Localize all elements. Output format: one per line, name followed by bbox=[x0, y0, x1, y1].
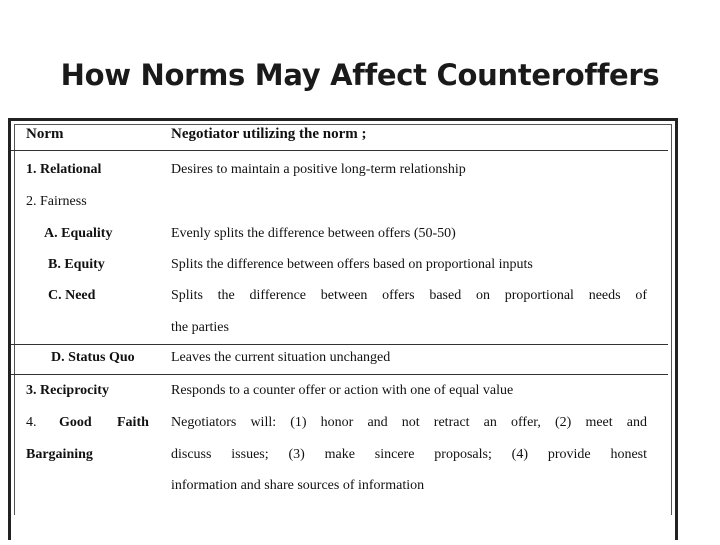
desc-equality: Evenly splits the difference between offers (50-50) bbox=[171, 226, 456, 241]
norm-reciprocity: 3. Reciprocity bbox=[26, 383, 109, 398]
norm-equality: A. Equality bbox=[44, 226, 113, 241]
desc-equity: Splits the difference between offers based on proportional inputs bbox=[171, 257, 533, 272]
norm-good-faith-word-faith: Faith bbox=[117, 415, 149, 430]
row-divider-2 bbox=[11, 374, 668, 375]
norm-good-faith-word-good: Good bbox=[59, 415, 92, 430]
desc-good-faith-line3: information and share sources of information bbox=[171, 478, 425, 493]
norm-relational: 1. Relational bbox=[26, 162, 102, 177]
desc-good-faith-line2: discuss issues; (3) make sincere proposals; (4) provide honest bbox=[171, 447, 647, 462]
desc-good-faith-line1: Negotiators will: (1) honor and not retract an offer, (2) meet and bbox=[171, 415, 647, 430]
desc-status-quo: Leaves the current situation unchanged bbox=[171, 350, 391, 365]
norm-good-faith-number: 4. bbox=[26, 415, 37, 430]
norms-table bbox=[8, 118, 678, 540]
norm-equity: B. Equity bbox=[48, 257, 105, 272]
header-divider bbox=[11, 150, 668, 151]
header-description: Negotiator utilizing the norm ; bbox=[171, 126, 367, 142]
desc-need-line2: the parties bbox=[171, 320, 229, 335]
desc-reciprocity: Responds to a counter offer or action with one of equal value bbox=[171, 383, 514, 398]
row-divider-1 bbox=[11, 344, 668, 345]
desc-relational: Desires to maintain a positive long-term relationship bbox=[171, 162, 466, 177]
slide-title: How Norms May Affect Counteroffers bbox=[60, 58, 660, 92]
header-norm: Norm bbox=[26, 126, 64, 142]
norm-good-faith-word-bargaining: Bargaining bbox=[26, 447, 93, 462]
desc-need-line1: Splits the difference between offers based on proportional needs of bbox=[171, 288, 647, 303]
norm-need: C. Need bbox=[48, 288, 96, 303]
norm-fairness: 2. Fairness bbox=[26, 194, 87, 209]
norm-status-quo: D. Status Quo bbox=[51, 350, 135, 365]
